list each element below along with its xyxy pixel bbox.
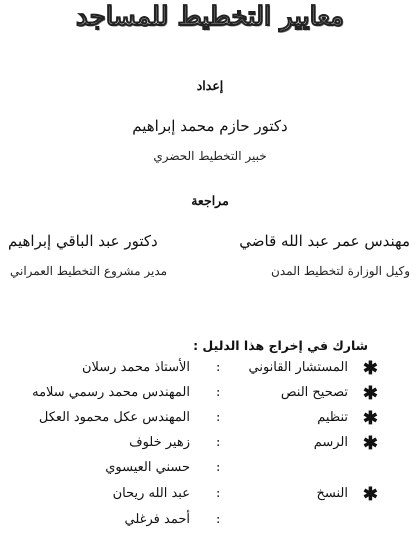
separator: : <box>216 512 221 527</box>
reviewer-role: مدير مشروع التخطيط العمراني <box>10 264 168 278</box>
list-item <box>0 435 420 459</box>
contributor-name: المهندس محمد رسمي سلامه <box>32 385 190 400</box>
contributor-name: الأستاذ محمد رسلان <box>81 360 190 375</box>
separator: : <box>216 360 221 375</box>
preparation-heading: إعداد <box>196 78 224 93</box>
reviewer-name: دكتور عبد الباقي إبراهيم <box>8 232 158 250</box>
separator: : <box>216 410 221 425</box>
separator: : <box>216 435 221 450</box>
list-item <box>0 460 420 484</box>
contributor-role: الرسم <box>313 435 348 450</box>
contributor-role: تنظيم <box>317 410 348 425</box>
contributors-heading: شارك في إخراج هذا الدليل : <box>193 338 368 353</box>
contributor-name: عبد الله ريحان <box>112 486 190 501</box>
star-icon: ✱ <box>362 408 378 429</box>
author-role: خبير التخطيط الحضري <box>153 149 267 163</box>
star-icon: ✱ <box>362 383 378 404</box>
star-icon: ✱ <box>362 433 378 454</box>
contributor-role: المستشار القانوني <box>248 360 348 375</box>
list-item <box>0 512 420 536</box>
reviewer-role: وكيل الوزارة لتخطيط المدن <box>271 264 410 278</box>
contributor-role: النسخ <box>316 486 348 501</box>
document-title: معايير التخطيط للمساجد <box>76 2 344 32</box>
contributor-name: زهير خلوف <box>129 435 190 450</box>
separator: : <box>216 486 221 501</box>
separator: : <box>216 460 221 475</box>
star-icon: ✱ <box>362 484 378 505</box>
contributor-name: حسني العيسوي <box>105 460 190 475</box>
contributor-name: أحمد فرغلي <box>124 512 190 527</box>
star-icon: ✱ <box>362 358 378 379</box>
list-item <box>0 486 420 510</box>
separator: : <box>216 385 221 400</box>
list-item <box>0 385 420 409</box>
contributor-role: تصحيح النص <box>280 385 348 400</box>
author-name: دكتور حازم محمد إبراهيم <box>132 117 288 135</box>
review-heading: مراجعة <box>191 193 229 208</box>
reviewer-name: مهندس عمر عبد الله قاضي <box>239 232 410 250</box>
list-item <box>0 410 420 434</box>
contributor-name: المهندس عكل محمود العكل <box>38 410 190 425</box>
list-item <box>0 360 420 384</box>
